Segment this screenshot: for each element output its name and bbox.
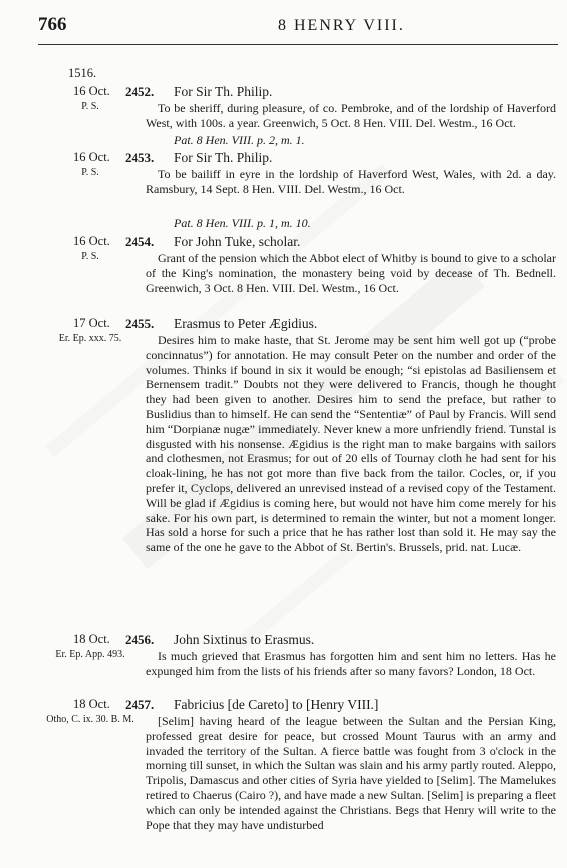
entry-source: Er. Ep. xxx. 75.: [58, 333, 122, 344]
page-header: [38, 14, 558, 45]
calendar-reference: Pat. 8 Hen. VIII. p. 2, m. 1.: [174, 133, 305, 147]
entry-number: 2453.: [125, 150, 155, 165]
entry-source: P. S.: [81, 251, 99, 262]
entry-body: Is much grieved that Erasmus has forgotten him and sent him no letters. Has he expunged him from the lists of his friends after so many favors? London, 18 Oct.: [146, 649, 556, 678]
calendar-reference: Pat. 8 Hen. VIII. p. 1, m. 10.: [174, 216, 311, 230]
entry-number: 2456.: [125, 632, 155, 647]
entry-source: P. S.: [81, 101, 99, 112]
year-label: 1516.: [68, 66, 97, 80]
entry-title: For Sir Th. Philip.: [174, 150, 273, 165]
entry-number: 2455.: [125, 316, 155, 331]
entry-body: Grant of the pension which the Abbot elect of Whitby is bound to give to a scholar of the King's nomination, the monastery being void by decease of Th. Bednell. Greenwich, 3 Oct. 8 Hen. VIII. Del. Westm., 16 Oct.: [146, 251, 556, 295]
entry-number: 2454.: [125, 234, 155, 249]
entry-body: To be sheriff, during pleasure, of co. Pembroke, and of the lordship of Haverford West, with 100s. a year. Greenwich, 5 Oct. 8 Hen. VIII. Del. Westm., 16 Oct.: [146, 101, 556, 130]
entry-date: 16 Oct.: [73, 150, 110, 164]
entry-title: For John Tuke, scholar.: [174, 234, 301, 249]
entry-title: Erasmus to Peter Ægidius.: [174, 316, 318, 331]
running-head: 8 HENRY VIII.: [278, 17, 405, 34]
entry-body: To be bailiff in eyre in the lordship of Haverford West, Wales, with 2d. a day. Ramsbury, 14 Sept. 8 Hen. VIII. Del. Westm., 16 Oct.: [146, 167, 556, 196]
entry-date: 18 Oct.: [73, 697, 110, 711]
entry-source: Er. Ep. App. 493.: [55, 649, 125, 660]
entry-date: 17 Oct.: [73, 316, 110, 330]
entry-source: Otho, C. ix. 30. B. M.: [46, 714, 134, 725]
entry-date: 16 Oct.: [73, 234, 110, 248]
entry-title: Fabricius [de Careto] to [Henry VIII.]: [174, 697, 379, 712]
entry-number: 2457.: [125, 697, 155, 712]
entry-body: Desires him to make haste, that St. Jerome may be sent him well got up (“probe concinnatus”) for annotation. He may consult Peter on the number and order of the volumes. Thinks if bound in six it would be enough; “si epistolas ad Basiliensem et Bernensem tradit.” Doubts not they were delivered to Francis, though he thought they had been given to another. Desires him to send the preface, but rather to Buslidius than to himself. He can send the “Sententiæ” of Paul by Francis. Will send him “Dorpianæ nugæ” immediately. Never knew a more unfriendly friend. Tunstal is disgusted with his nonsense. Ægidius is the right man to make bargains with sailors and clothesmen, not Erasmus; for out of 20 ells of Tournay cloth he had sent for his cloak-lining, he has not got more than five back from the tailor. Cocles, or, if you prefer it, Cyclops, delivered an unrevised instead of a revised copy of the Testament. Will be glad if Ægidius is coming here, but would not have him come merely for his sake. For his own part, is determined to remain the winter, but not a moment longer. Has sold a horse for such a price that he has rather lost than sold it. He may say the same of the one he gave to the Abbot of St. Bertin's. Brussels, prid. nat. Lucæ.: [146, 333, 556, 555]
entry-number: 2452.: [125, 84, 155, 99]
entry-title: For Sir Th. Philip.: [174, 84, 273, 99]
entry-source: P. S.: [81, 167, 99, 178]
entry-date: 16 Oct.: [73, 84, 110, 98]
page-number: 766: [38, 14, 67, 35]
entry-date: 18 Oct.: [73, 632, 110, 646]
entry-title: John Sixtinus to Erasmus.: [174, 632, 315, 647]
entry-body: [Selim] having heard of the league between the Sultan and the Persian King, professed great desire for peace, but crossed Mount Taurus with an army and invaded the territory of the Sultan. A fierce battle was fought from 3 o'clock in the morning till sunset, in which the Sultan was slain and his army partly routed. Aleppo, Tripolis, Damascus and other cities of Syria have yielded to [Selim]. The Mamelukes retired to Chaerus (Cairo ?), and have made a new Sultan. [Selim] is preparing a fleet which can only be intended against the Christians. Begs that Henry will write to the Pope that they may have undisturbed: [146, 714, 556, 832]
